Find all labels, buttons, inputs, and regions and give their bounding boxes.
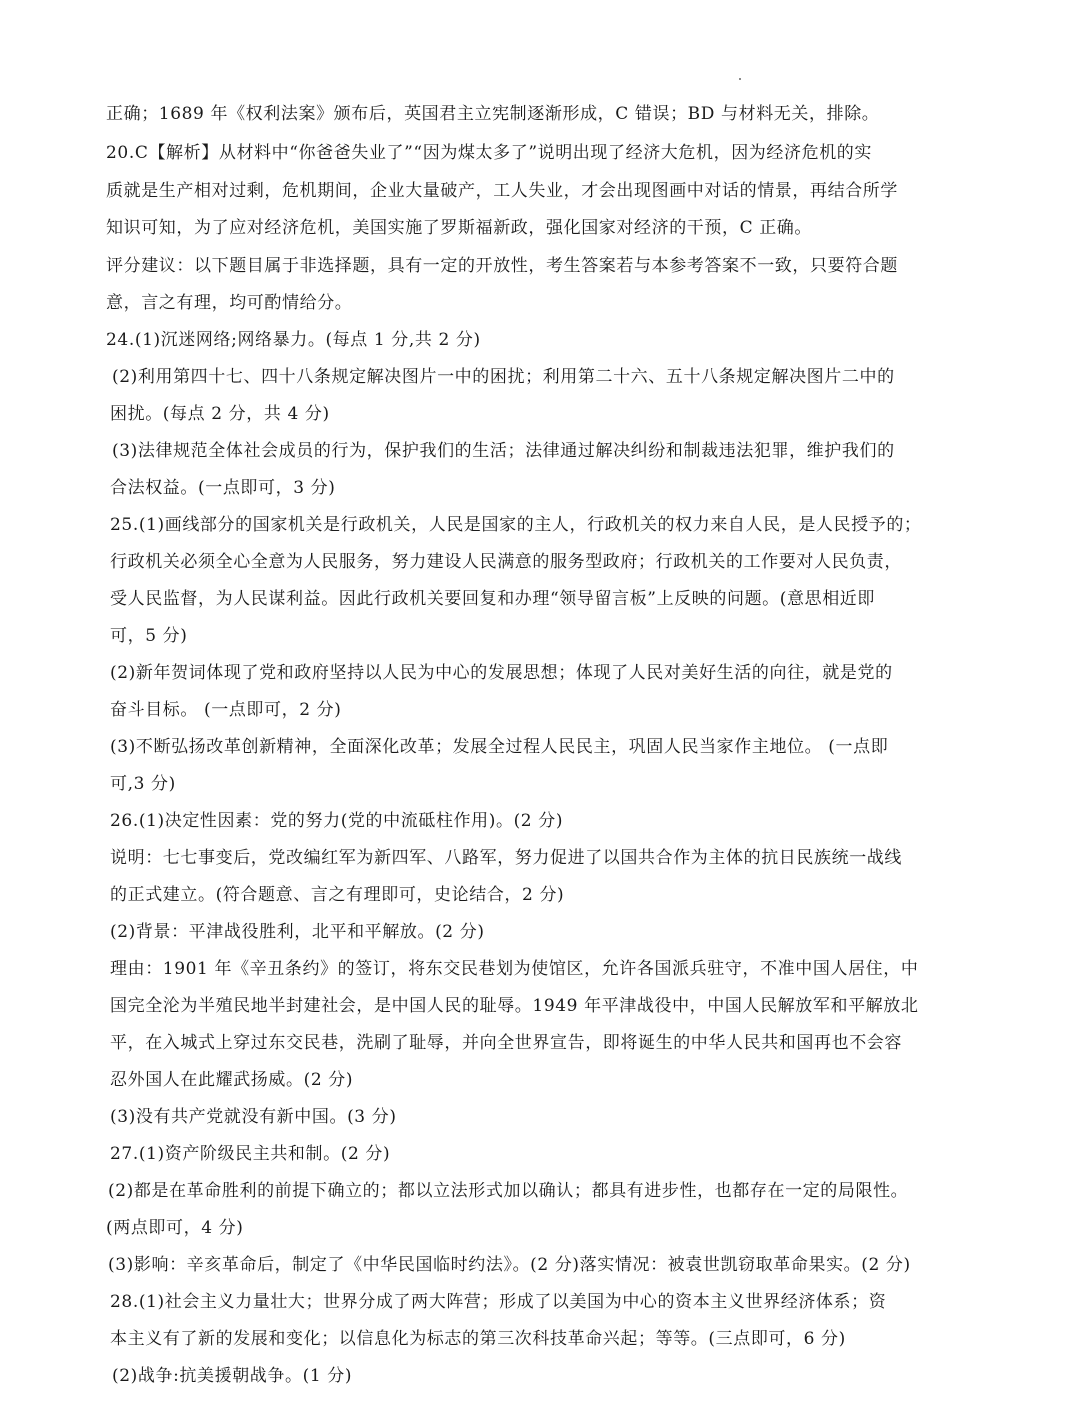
- text-line: 20.C【解析】从材料中“你爸爸失业了”“因为煤太多了”说明出现了经济大危机，因为经济危机的实: [106, 143, 873, 163]
- text-line: (2)利用第四十七、四十八条规定解决图片一中的困扰；利用第二十六、五十八条规定解决图片二中的: [112, 367, 895, 387]
- text-line: (3)不断弘扬改革创新精神，全面深化改革；发展全过程人民民主，巩固人民当家作主地位。 (一点即: [110, 737, 889, 757]
- text-line: 平，在入城式上穿过东交民巷，洗刷了耻辱，并向全世界宣告，即将诞生的中华人民共和国再也不会容: [110, 1033, 902, 1053]
- text-line: 本主义有了新的发展和变化；以信息化为标志的第三次科技革命兴起；等等。(三点即可，6 分): [110, 1329, 846, 1349]
- text-line: 行政机关必须全心全意为人民服务，努力建设人民满意的服务型政府；行政机关的工作要对人民负责，: [110, 552, 902, 572]
- text-line: 困扰。(每点 2 分，共 4 分): [110, 404, 330, 424]
- text-line: 评分建议：以下题目属于非选择题，具有一定的开放性，考生答案若与本参考答案不一致，只要符合题: [106, 256, 898, 276]
- scan-speck: [739, 78, 741, 80]
- text-line: 意，言之有理，均可酌情给分。: [106, 293, 353, 313]
- text-line: 理由：1901 年《辛丑条约》的签订，将东交民巷划为使馆区，允许各国派兵驻守，不准中国人居住，中: [110, 959, 919, 979]
- text-line: 24.(1)沉迷网络;网络暴力。(每点 1 分,共 2 分): [106, 330, 481, 350]
- text-line: 受人民监督，为人民谋利益。因此行政机关要回复和办理“领导留言板”上反映的问题。(意思相近即: [110, 589, 876, 609]
- text-line: (2)背景：平津战役胜利，北平和平解放。(2 分): [110, 922, 485, 942]
- text-line: 正确；1689 年《权利法案》颁布后，英国君主立宪制逐渐形成，C 错误；BD 与材料无关，排除。: [106, 104, 880, 124]
- text-line: 质就是生产相对过剩，危机期间，企业大量破产，工人失业，才会出现图画中对话的情景，再结合所学: [106, 181, 898, 201]
- text-line: 25.(1)画线部分的国家机关是行政机关，人民是国家的主人，行政机关的权力来自人民，是人民授予的；: [110, 515, 922, 535]
- text-line: 奋斗目标。 (一点即可，2 分): [110, 700, 342, 720]
- text-line: 说明：七七事变后，党改编红军为新四军、八路军，努力促进了以国共合作为主体的抗日民族统一战线: [110, 848, 902, 868]
- text-line: (3)没有共产党就没有新中国。(3 分): [110, 1107, 397, 1127]
- text-line: (3)法律规范全体社会成员的行为，保护我们的生活；法律通过解决纠纷和制裁违法犯罪，维护我们的: [112, 441, 895, 461]
- text-line: (两点即可，4 分): [106, 1218, 244, 1238]
- text-line: 26.(1)决定性因素：党的努力(党的中流砥柱作用)。(2 分): [110, 811, 564, 831]
- text-line: 可，5 分): [110, 626, 188, 646]
- text-line: (3)影响：辛亥革命后，制定了《中华民国临时约法》。(2 分)落实情况：被袁世凯窃取革命果实。(2 分): [108, 1255, 911, 1275]
- text-line: 可,3 分): [110, 774, 176, 794]
- text-line: (2)新年贺词体现了党和政府坚持以人民为中心的发展思想；体现了人民对美好生活的向往，就是党的: [110, 663, 893, 683]
- text-line: 合法权益。(一点即可，3 分): [110, 478, 336, 498]
- text-line: (2)战争:抗美援朝战争。(1 分): [112, 1366, 353, 1386]
- text-line: 27.(1)资产阶级民主共和制。(2 分): [110, 1144, 391, 1164]
- text-line: 28.(1)社会主义力量壮大；世界分成了两大阵营；形成了以美国为中心的资本主义世界经济体系；资: [110, 1292, 887, 1312]
- text-line: (2)都是在革命胜利的前提下确立的；都以立法形式加以确认；都具有进步性，也都存在一定的局限性。: [108, 1181, 909, 1201]
- text-line: 忍外国人在此耀武扬威。(2 分): [110, 1070, 354, 1090]
- text-line: 的正式建立。(符合题意、言之有理即可，史论结合，2 分): [110, 885, 565, 905]
- text-line: 国完全沦为半殖民地半封建社会，是中国人民的耻辱。1949 年平津战役中，中国人民解放军和平解放北: [110, 996, 919, 1016]
- text-line: 知识可知，为了应对经济危机，美国实施了罗斯福新政，强化国家对经济的干预，C 正确。: [106, 218, 813, 238]
